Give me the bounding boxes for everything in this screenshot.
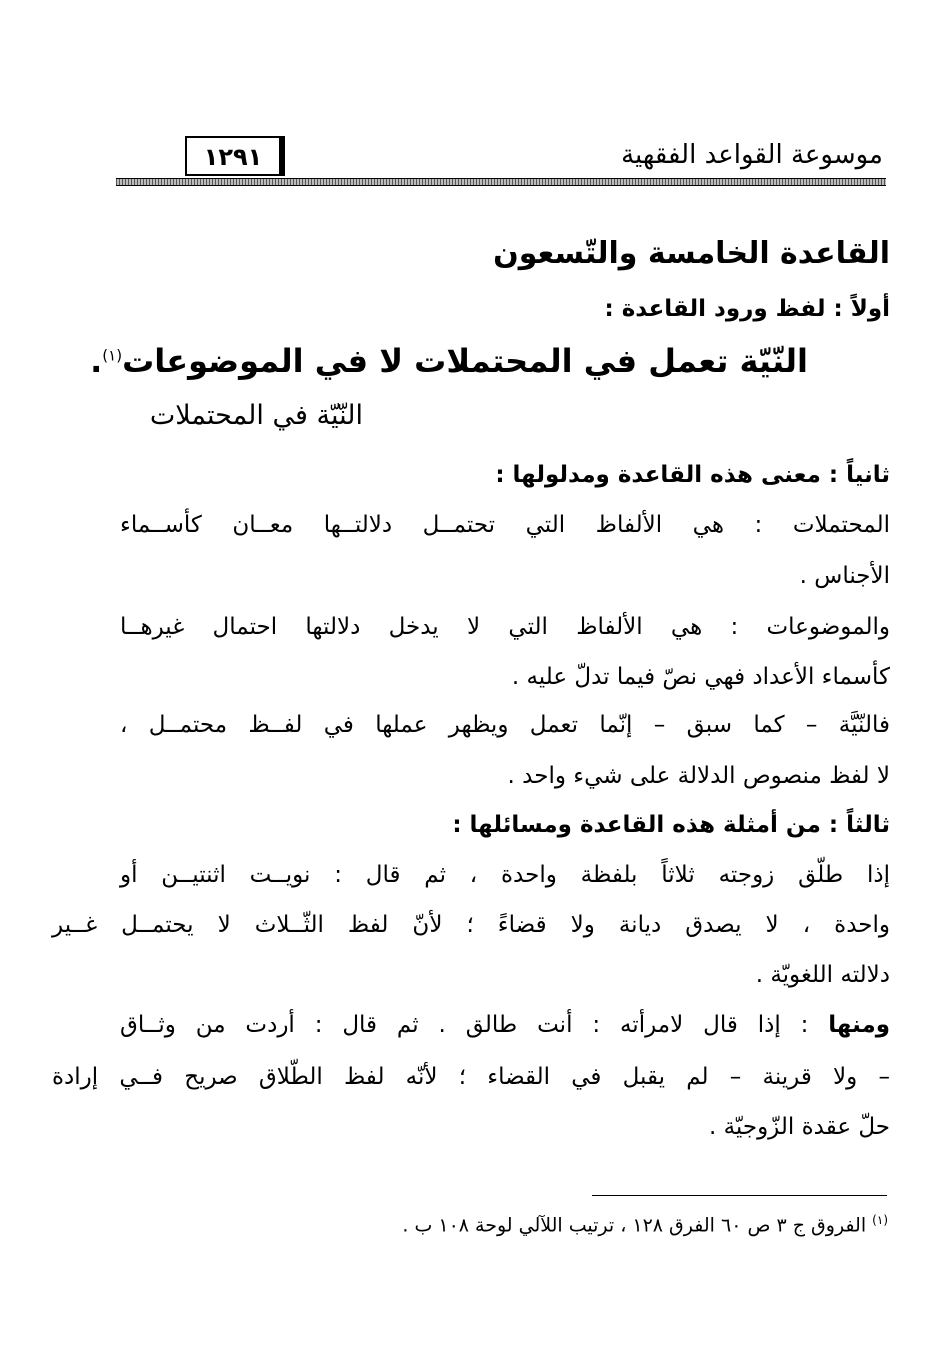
paragraph-5-lead: ومنها [828,1012,890,1038]
paragraph-1-line-2: الأجناس . [799,563,890,589]
paragraph-1-line-1: المحتملات : هي الألفاظ التي تحتمــل دلالتــها معــان كأســماء [120,512,890,538]
paragraph-3-line-2: لا لفظ منصوص الدلالة على شيء واحد . [507,763,890,789]
page-number: ١٢٩١ [203,143,263,171]
rule-statement [90,342,808,380]
section-heading-1: أولاً : لفظ ورود القاعدة : [604,296,890,322]
paragraph-5-line-1-text: : إذا قال لامرأته : أنت طالق . ثم قال : أردت من وثــاق [120,1012,829,1038]
paragraph-3-line-1: فالنّيَّة – كما سبق – إنّما تعمل ويظهر عملها في لفــظ محتمــل ، [120,712,890,738]
page-number-box [185,136,285,176]
rule-end: . [90,342,103,380]
footnote-marker: (١) [872,1213,888,1227]
header-rule [116,178,886,186]
section-heading-3: ثالثاً : من أمثلة هذه القاعدة ومسائلها : [452,812,890,838]
paragraph-5-line-1 [120,1012,890,1038]
paragraph-2-line-2: كأسماء الأعداد فهي نصّ فيما تدلّ عليه . [511,664,890,690]
main-heading: القاعدة الخامسة والتّسعون [493,236,890,271]
paragraph-4-line-2: واحدة ، لا يصدق ديانة ولا قضاءً ؛ لأنّ لفظ الثّــلاث لا يحتمــل غــير [52,912,890,938]
rule-plain-title: النّيّة في المحتملات [149,400,363,431]
rule-text: النّيّة تعمل في المحتملات لا في الموضوعات [122,342,808,380]
rule-footnote-marker: (١) [102,346,123,365]
paragraph-5-line-3: حلّ عقدة الزّوجيّة . [708,1114,890,1140]
paragraph-4-line-1: إذا طلّق زوجته ثلاثاً بلفظة واحدة ، ثم قال : نويــت اثنتيــن أو [120,862,890,888]
paragraph-2-line-1: والموضوعات : هي الألفاظ التي لا يدخل دلالتها احتمال غيرهــا [120,614,890,640]
running-header-title: موسوعة القواعد الفقهية [621,140,883,170]
footnote-rule [592,1195,887,1196]
section-heading-2: ثانياً : معنى هذه القاعدة ومدلولها : [495,462,890,488]
footnote [402,1213,888,1236]
paragraph-4-line-3: دلالته اللغويّة . [755,962,890,988]
paragraph-5-line-2: – ولا قرينة – لم يقبل في القضاء ؛ لأنّه لفظ الطّلاق صريح فــي إرادة [52,1064,890,1090]
footnote-text: الفروق ج ٣ ص ٦٠ الفرق ١٢٨ ، ترتيب اللآلي لوحة ١٠٨ ب . [402,1214,867,1237]
